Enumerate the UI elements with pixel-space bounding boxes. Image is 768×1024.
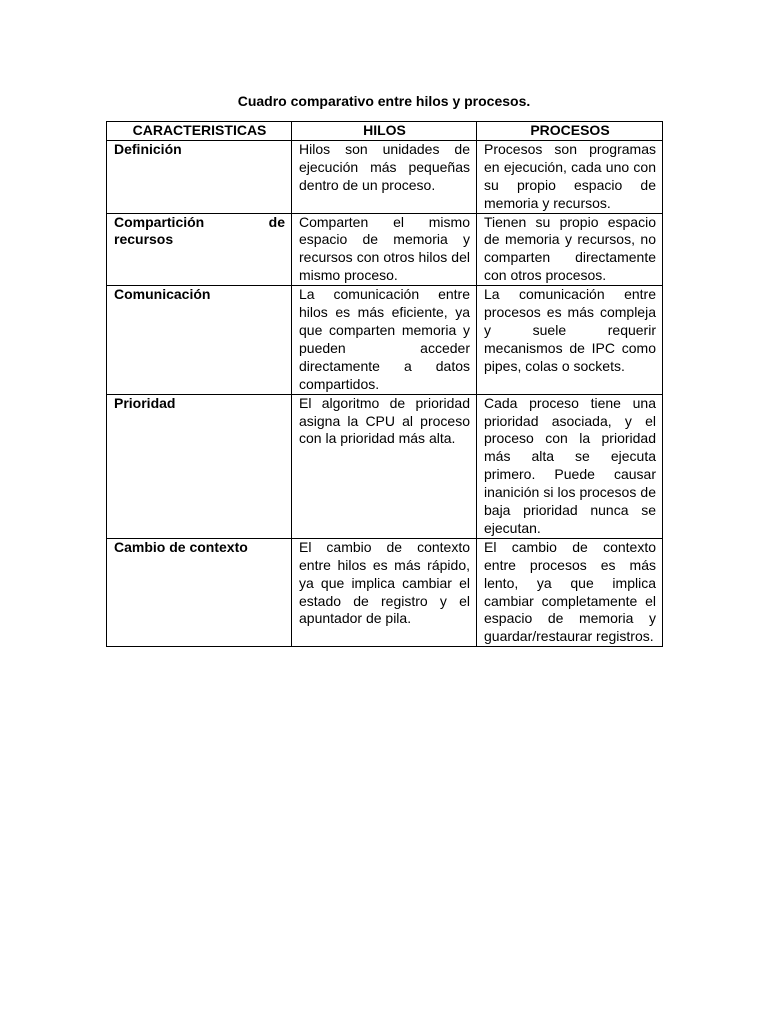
comparison-table <box>106 121 663 647</box>
row-hilos-cell: La comunicación entre hilos es más eficiente, ya que comparten memoria y pueden acceder directamente a datos compartidos. <box>292 286 477 394</box>
row-procesos-cell: El cambio de contexto entre procesos es más lento, ya que implica cambiar completamente el espacio de memoria y guardar/restaurar registros. <box>477 538 663 646</box>
row-hilos-cell: El algoritmo de prioridad asigna la CPU al proceso con la prioridad más alta. <box>292 394 477 538</box>
table-row <box>107 286 663 394</box>
row-feature: Cambio de contexto <box>107 538 292 646</box>
header-hilos: HILOS <box>292 122 477 141</box>
table-row <box>107 213 663 286</box>
header-caracteristicas: CARACTERISTICAS <box>107 122 292 141</box>
table-row <box>107 538 663 646</box>
table-row <box>107 140 663 213</box>
row-feature: Definición <box>107 140 292 213</box>
page-title: Cuadro comparativo entre hilos y procesos. <box>237 93 531 109</box>
row-hilos-cell: Comparten el mismo espacio de memoria y recursos con otros hilos del mismo proceso. <box>292 213 477 286</box>
header-procesos: PROCESOS <box>477 122 663 141</box>
row-feature: Compartición de recursos <box>107 213 292 286</box>
row-procesos-cell: Cada proceso tiene una prioridad asociada, y el proceso con la prioridad más alta se ejecuta primero. Puede causar inanición si los procesos de baja prioridad nunca se ejecutan. <box>477 394 663 538</box>
row-procesos-cell: Tienen su propio espacio de memoria y recursos, no comparten directamente con otros procesos. <box>477 213 663 286</box>
table-row <box>107 394 663 538</box>
row-feature: Comunicación <box>107 286 292 394</box>
row-feature: Prioridad <box>107 394 292 538</box>
row-procesos-cell: La comunicación entre procesos es más compleja y suele requerir mecanismos de IPC como pipes, colas o sockets. <box>477 286 663 394</box>
row-hilos-cell: El cambio de contexto entre hilos es más rápido, ya que implica cambiar el estado de registro y el apuntador de pila. <box>292 538 477 646</box>
table-header-row <box>107 122 663 141</box>
row-procesos-cell: Procesos son programas en ejecución, cada uno con su propio espacio de memoria y recursos. <box>477 140 663 213</box>
row-hilos-cell: Hilos son unidades de ejecución más pequeñas dentro de un proceso. <box>292 140 477 213</box>
